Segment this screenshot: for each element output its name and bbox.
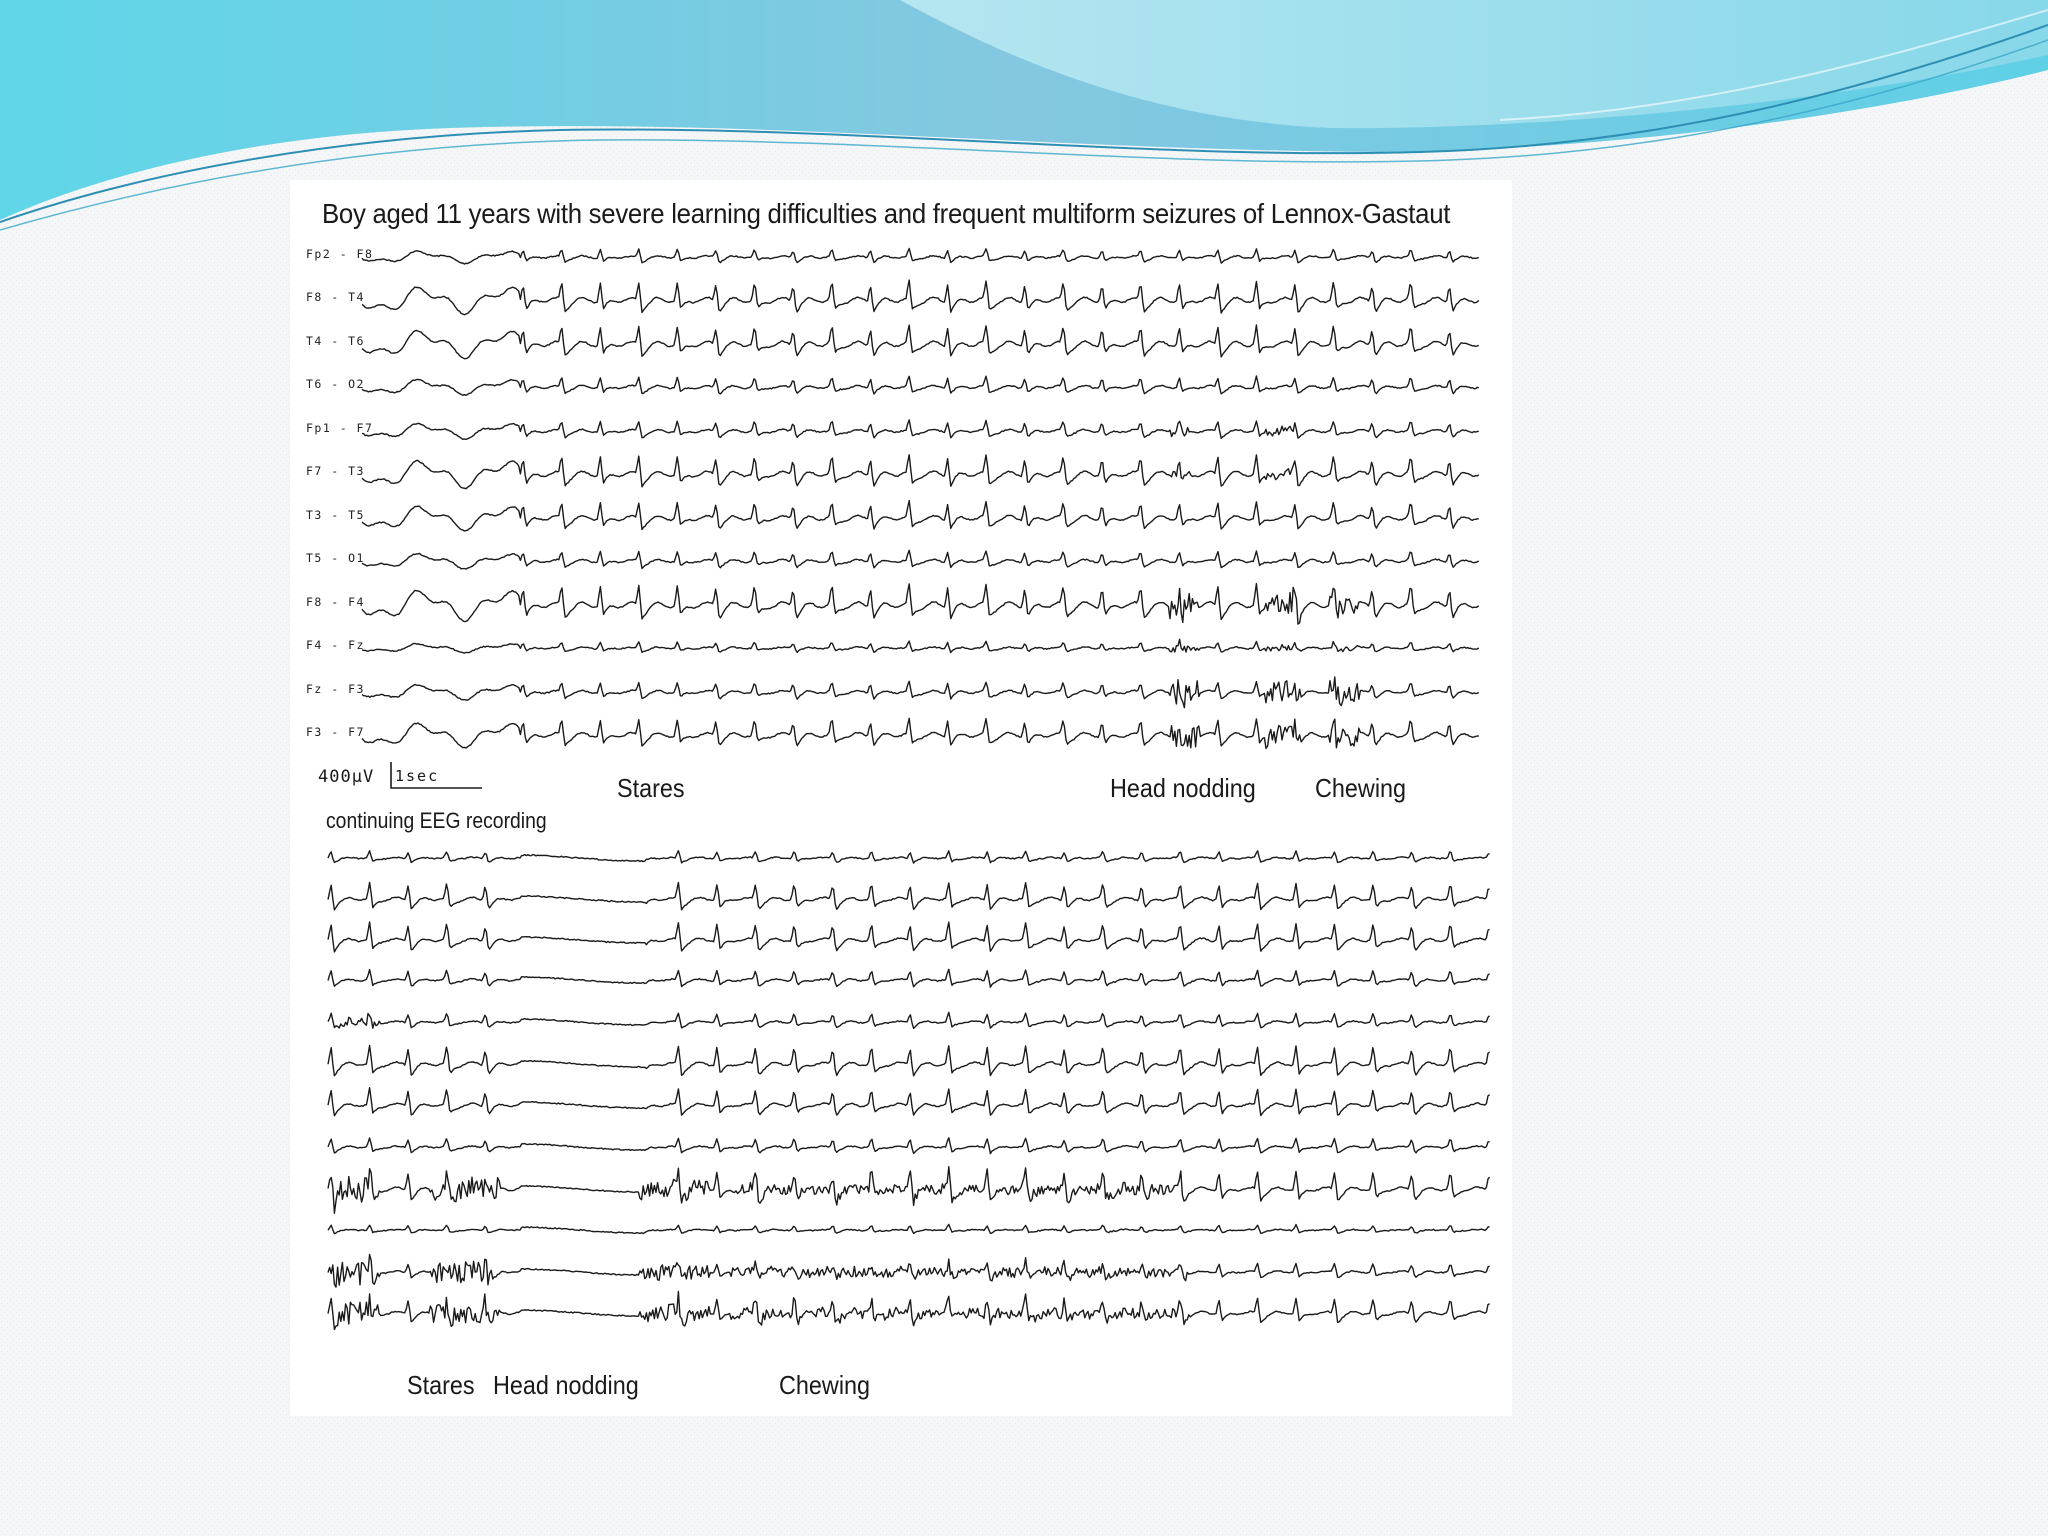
annotation-chewing: Chewing [779, 1370, 871, 1400]
eeg-trace [328, 851, 1490, 863]
annotation-chewing: Chewing [1315, 773, 1407, 803]
channel-label: F3 - F7 [306, 725, 365, 739]
eeg-trace [362, 455, 1479, 489]
eeg-trace [362, 325, 1479, 359]
channel-label: F8 - F4 [306, 595, 365, 609]
eeg-trace [328, 1292, 1490, 1330]
eeg-trace [328, 1167, 1490, 1214]
eeg-trace [362, 501, 1479, 531]
channel-label: T5 - O1 [306, 551, 365, 565]
eeg-trace [362, 280, 1479, 315]
figure-title: Boy aged 11 years with severe learning difficulties and frequent multiform seizures of Lennox-Gastaut [322, 198, 1451, 229]
channel-label: Fz - F3 [306, 682, 365, 696]
eeg-trace [362, 420, 1479, 440]
annotation-stares: Stares [617, 773, 685, 803]
continuation-label: continuing EEG recording [326, 808, 547, 833]
channel-label: Fp2 - F8 [306, 247, 374, 261]
eeg-trace [362, 677, 1479, 708]
channel-label: T6 - O2 [306, 377, 365, 391]
eeg-trace [328, 969, 1490, 987]
channel-label: T4 - T6 [306, 334, 365, 348]
eeg-trace [328, 1255, 1490, 1288]
channel-label: F8 - T4 [306, 290, 365, 304]
annotation-stares: Stares [407, 1370, 475, 1400]
annotation-head-nodding: Head nodding [1110, 773, 1256, 803]
channel-label: F7 - T3 [306, 464, 365, 478]
eeg-figure [290, 180, 1512, 1416]
annotation-head-nodding: Head nodding [493, 1370, 639, 1400]
time-scale-label: 1sec [395, 767, 440, 785]
channel-label: Fp1 - F7 [306, 421, 374, 435]
eeg-trace [362, 550, 1479, 569]
eeg-trace [362, 249, 1479, 265]
eeg-trace [328, 882, 1490, 910]
channel-label: T3 - T5 [306, 508, 365, 522]
eeg-trace [328, 1138, 1490, 1154]
channel-label: F4 - Fz [306, 638, 365, 652]
eeg-trace [328, 1045, 1490, 1075]
eeg-trace [328, 922, 1490, 952]
eeg-trace [362, 639, 1479, 653]
eeg-trace [328, 1224, 1490, 1233]
eeg-trace [362, 376, 1479, 395]
eeg-trace [328, 1012, 1490, 1028]
eeg-trace [362, 584, 1479, 625]
eeg-trace [328, 1088, 1490, 1116]
amplitude-scale-label: 400µV [318, 767, 375, 787]
eeg-trace [362, 718, 1479, 748]
